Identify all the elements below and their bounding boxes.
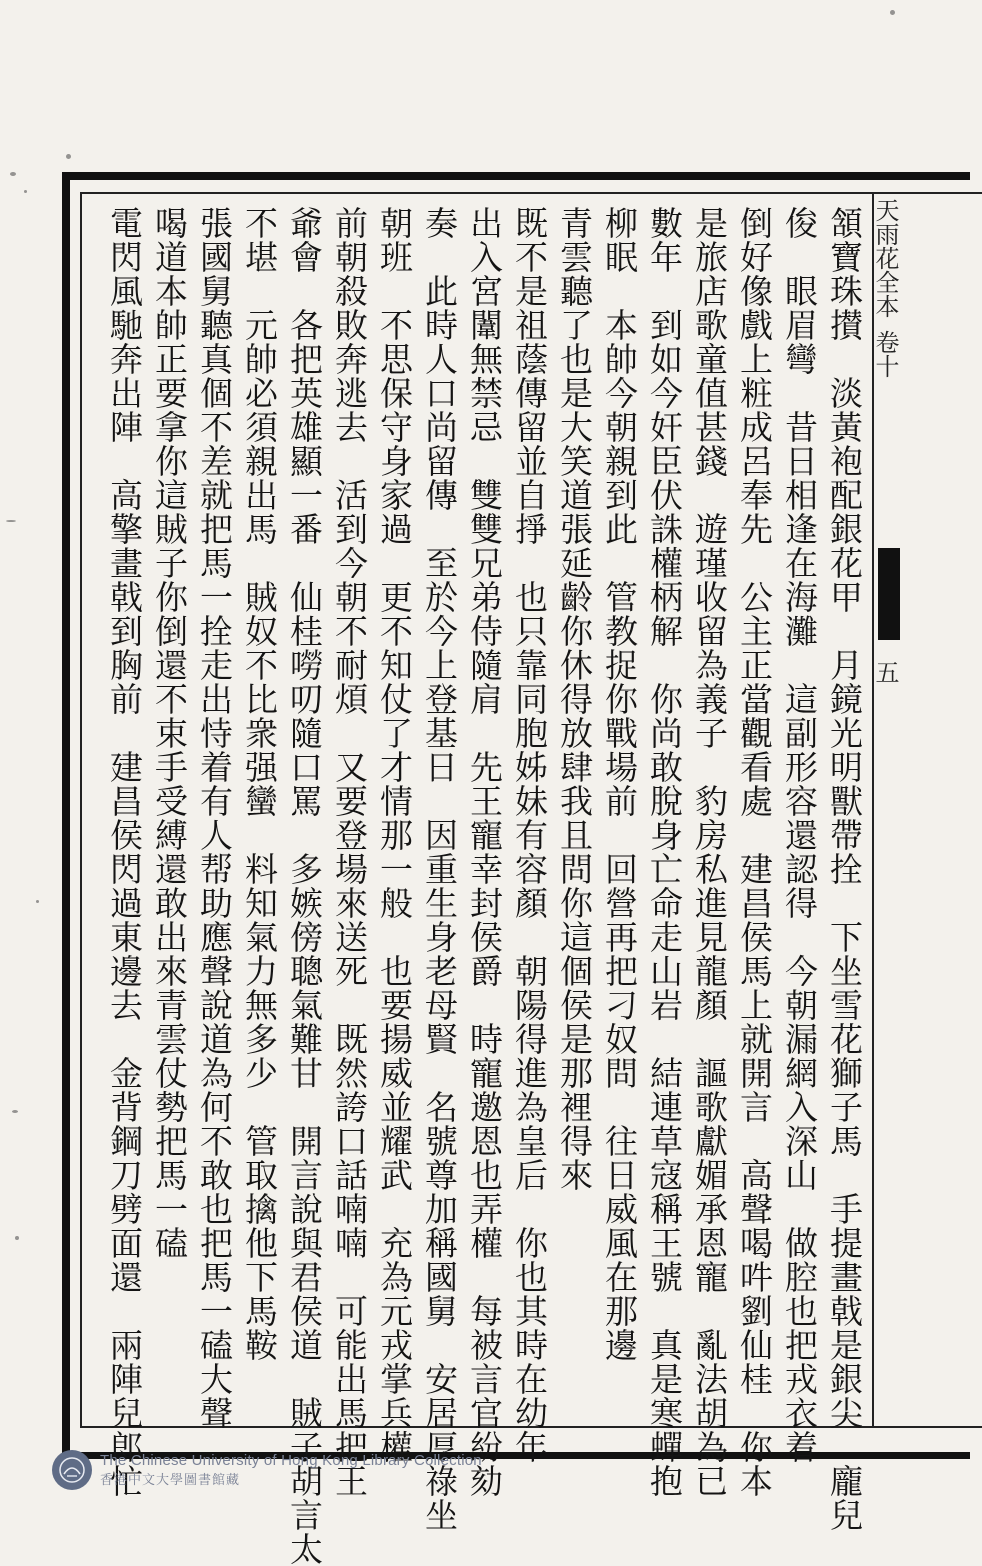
text-column-4: 是旅店歌童值甚錢 遊瑾收留為義子 豹房私進見龍顏 謳歌獻媚承恩寵 亂法胡為已: [690, 206, 729, 1498]
text-column-11: 朝班 不思保守身家過 更不知仗了才情那一般 也要揚威並耀武 充為元戎掌兵權: [375, 206, 414, 1464]
gutter-volume: 卷十: [871, 330, 899, 378]
text-column-16: 喝道本帥正要拿你這賊子你倒還不束手受縛還敢出來青雲仗勢把馬一磕: [150, 206, 189, 1260]
collection-watermark: [52, 1448, 482, 1492]
scan-speck: [66, 154, 71, 159]
text-column-15: 張國舅聽真個不差就把馬一拴走出恃着有人帮助應聲說道為何不敢也把馬一磕大聲: [195, 206, 234, 1430]
scan-speck: [15, 1236, 19, 1240]
scan-speck: [24, 190, 27, 193]
scan-speck: [12, 1110, 18, 1113]
text-column-6: 柳眠 本帥今朝親到此 管教捉你戰場前 回營再把刁奴問 往日威風在那邊: [600, 206, 639, 1362]
gutter-page-number: 五: [871, 660, 899, 684]
text-column-17: 電閃風馳奔出陣 高擎畫戟到胸前 建昌侯閃過東邊去 金背鋼刀劈面還 兩陣兒郎忙: [105, 206, 144, 1498]
scan-speck: [10, 172, 16, 176]
text-column-1: 頷寶珠攅 淡黃袍配銀花甲 月鏡光明獸帶拴 下坐雪花獅子馬 手提畫戟是銀尖 龐兒: [825, 206, 864, 1532]
text-column-13: 爺會 各把英雄顯一番 仙桂嘮叨隨口罵 多嫉傍聰氣難甘 開言說與君侯道 賊子胡言太: [285, 206, 324, 1566]
watermark-english: The Chinese University of Hong Kong Library Collection: [100, 1452, 482, 1469]
text-column-9: 出入宮闈無禁忌 雙雙兄弟侍隨肩 先王寵幸封侯爵 時寵邀恩也弄權 每被言官紛劾: [465, 206, 504, 1498]
text-column-5: 數年 到如今奸臣伏誅權柄解 你尚敢脫身亡命走山岩 結連草寇稱王號 真是寒蟬抱: [645, 206, 684, 1498]
cuhk-logo-icon: [52, 1450, 92, 1490]
text-column-7: 青雲聽了也是大笑道張延齡你休得放肆我且問你這個侯是那裡得來: [555, 206, 594, 1192]
text-column-2: 俊 眼眉彎 昔日相逢在海灘 這副形容還認得 今朝漏網入深山 做腔也把戎衣着: [780, 206, 819, 1464]
text-column-10: 奏 此時人口尚留傳 至於今上登基日 因重生身老母賢 名號尊加稱國舅 安居厚祿坐: [420, 206, 459, 1532]
text-column-3: 倒好像戲上粧成呂奉先 公主正當觀看處 建昌侯馬上就開言 高聲喝吽劉仙桂 你本: [735, 206, 774, 1498]
gutter-title: 天雨花全本: [871, 198, 899, 318]
text-column-12: 前朝殺敗奔逃去 活到今朝不耐煩 又要登場來送死 既然誇口話喃喃 可能出馬把王: [330, 206, 369, 1498]
scan-speck: [36, 900, 39, 903]
scan-speck: [890, 10, 895, 15]
scan-speck: [6, 520, 16, 522]
watermark-chinese: 香港中文大學圖書館藏: [100, 1473, 241, 1488]
gutter-fishtail: [878, 548, 900, 640]
text-column-14: 不堪 元帥必須親出馬 賊奴不比衆强蠻 料知氣力無多少 管取擒他下馬鞍: [240, 206, 279, 1362]
text-column-8: 既不是祖蔭傳留並自掙 也只靠同胞姊妹有容顏 朝陽得進為皇后 你也其時在幼年: [510, 206, 549, 1464]
